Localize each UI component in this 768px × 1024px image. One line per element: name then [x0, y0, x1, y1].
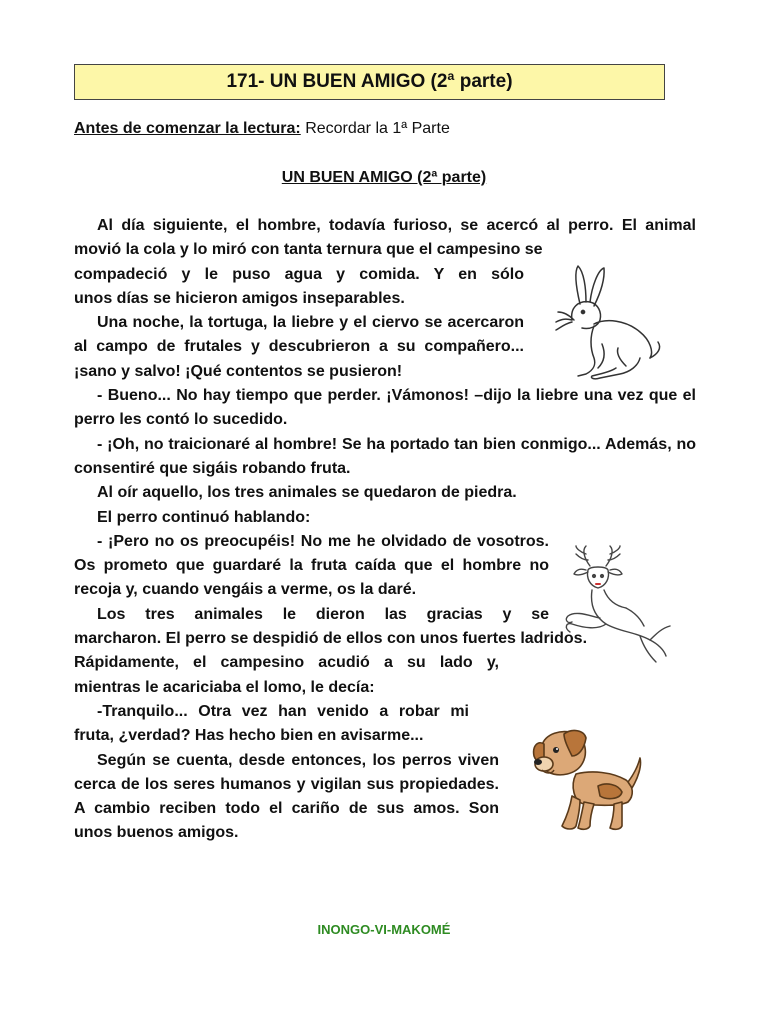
- paragraph-1: Al día siguiente, el hombre, todavía furioso, se acercó al perro. El animal movió la cola y lo miró con tanta ternura que el campesino se: [74, 217, 696, 259]
- author-name: INONGO-VI-MAKOMÉ: [317, 922, 451, 937]
- paragraph-7: - ¡Pero no os preocupéis! No me he olvidado de vosotros. Os prometo que guardaré la fruta caída que el hombre no recoja y, cuando vengáis a verme, os la daré.: [74, 532, 549, 599]
- paragraph-9: Rápidamente, el campesino acudió a su lado y, mientras le acariciaba el lomo, le decía:: [74, 654, 499, 696]
- paragraph-1-end: unos días se hicieron amigos inseparables.: [74, 289, 405, 307]
- hare-illustration: [550, 262, 665, 384]
- intro-label: Antes de comenzar la lectura:: [74, 120, 301, 137]
- intro-line: [74, 120, 450, 138]
- dog-illustration: [522, 726, 644, 836]
- paragraph-8-end: marcharon. El perro se despidió de ellos con unos fuertes ladridos.: [74, 630, 588, 648]
- paragraph-11: Según se cuenta, desde entonces, los perros viven cerca de los seres humanos y vigilan sus propiedades. A cambio reciben todo el cariño de sus amos. Son unos buenos amigos.: [74, 751, 499, 842]
- paragraph-2: Una noche, la tortuga, la liebre y el ciervo se acercaron al campo de frutales y descubrieron a su compañero... ¡sano y salvo! ¡Qué contentos se pusieron!: [74, 314, 524, 380]
- paragraph-8: Los tres animales le dieron las gracias y se: [97, 605, 549, 623]
- paragraph-6: El perro continuó hablando:: [97, 508, 311, 526]
- story-subtitle: UN BUEN AMIGO (2ª parte): [281, 169, 487, 186]
- paragraph-3: - Bueno... No hay tiempo que perder. ¡Vámonos! –dijo la liebre una vez que el perro les contó lo sucedido.: [74, 387, 696, 429]
- title-box: [74, 64, 665, 100]
- paragraph-10-end: fruta, ¿verdad? Has hecho bien en avisarme...: [74, 727, 424, 745]
- page-title: 171- UN BUEN AMIGO (2ª parte): [226, 71, 513, 92]
- paragraph-4: - ¡Oh, no traicionaré al hombre! Se ha portado tan bien conmigo... Además, no consentiré que sigáis robando fruta.: [74, 435, 696, 477]
- intro-text: Recordar la 1ª Parte: [300, 120, 450, 137]
- paragraph-10: -Tranquilo... Otra vez han venido a robar mi: [97, 702, 469, 720]
- paragraph-1-cont: compadeció y le puso agua y comida. Y en sólo: [74, 265, 524, 283]
- deer-illustration: [560, 544, 675, 669]
- paragraph-5: Al oír aquello, los tres animales se quedaron de piedra.: [97, 484, 517, 502]
